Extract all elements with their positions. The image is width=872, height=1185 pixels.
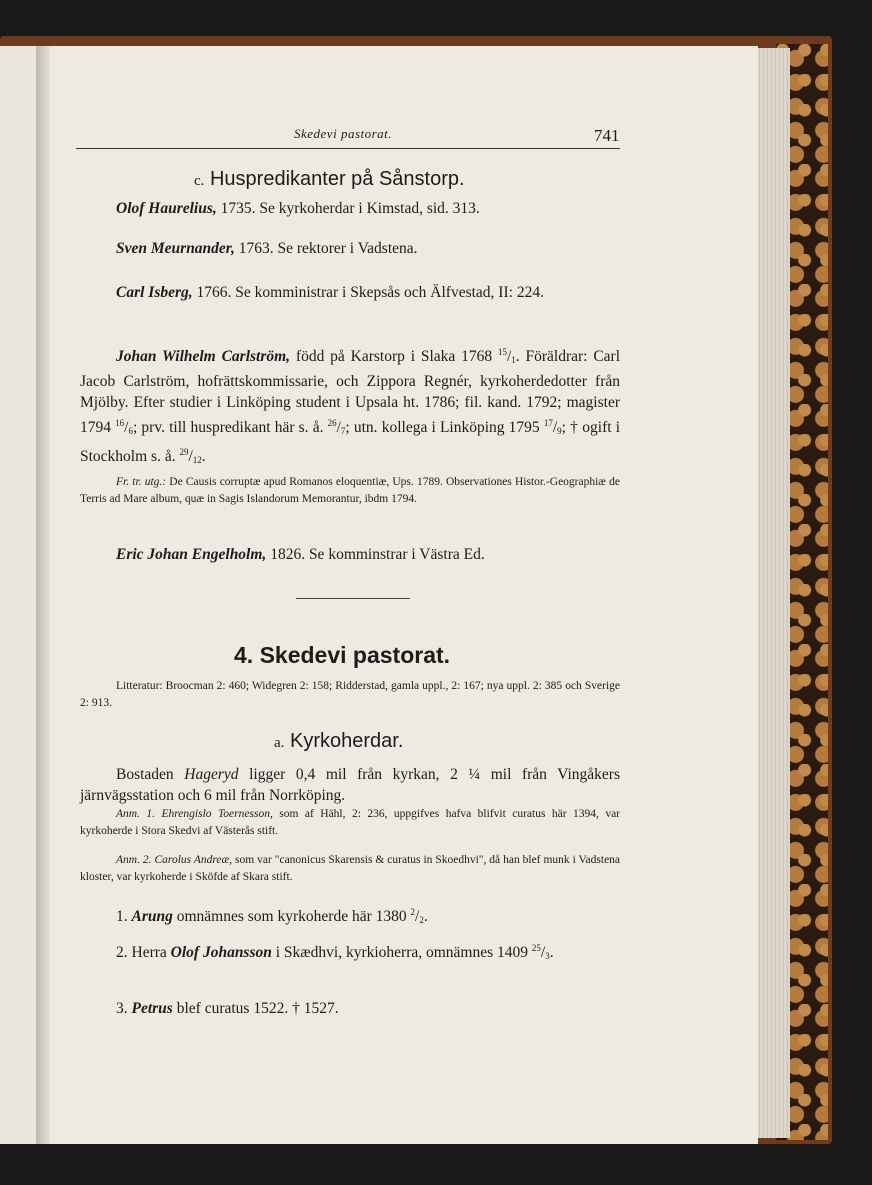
fraction-den: 6 — [128, 426, 133, 436]
carlstrom-text: . Föräldrar: Carl Jacob Carlström, hofrättskommissarie, och Zippora Regnér, kyrkoherdedotter från Mjölby. Efter studier i Linköping student i Upsala ht. 1786; fil. kand. 1792; magister 1794 — [80, 348, 620, 436]
section-c-heading — [194, 168, 465, 191]
entry-text: 1735. Se kyrkoherdar i Kimstad, sid. 313. — [220, 200, 480, 217]
fraction-den: 9 — [557, 426, 562, 436]
list-number: 2. — [116, 944, 128, 961]
carlstrom-text: ; † ogift i Stockholm s. å. — [80, 419, 621, 465]
list-number: 1. — [116, 908, 128, 925]
entry-name: Olof Haurelius, — [116, 200, 217, 217]
fraction-den: 2 — [419, 915, 424, 925]
page-number: 741 — [594, 126, 620, 145]
bostaden-paragraph — [80, 764, 620, 806]
section-4-title: Skedevi pastorat. — [259, 642, 451, 668]
kyrkoherde-1: 1. Arung omnämnes som kyrkoherde här 1380 $^2/_2$. — [116, 907, 428, 925]
book-page — [44, 46, 758, 1144]
carlstrom-text: . — [201, 448, 206, 465]
carlstrom-text: född på Karstorp i Slaka 1768 — [295, 348, 493, 365]
entry-carlstrom: Johan Wilhelm Carlström, född på Karstorp i Slaka 1768 $^{15}/_1$. Föräldrar: Carl Jacob Carlström, hofrättskommissarie, och Zippora Regnér, kyrkoherdedotter från Mjölby. Efter studier i Linköping student i Upsala ht. 1786; fil. kand. 1792; magister 1794 $^{16}/_6$; prv. till huspredikant här s. å. $^{26}/_7$; utn. kollega i Linköping 1795 $^{17}/_9$; † ogift i Stockholm s. å. $^{29}/_{12}$. — [80, 347, 621, 465]
fraction-num: 26 — [327, 418, 337, 428]
fraction-num: 16 — [115, 418, 125, 428]
bostaden-text: Bostaden — [116, 766, 174, 783]
entry-name: Eric Johan Engelholm, — [116, 546, 267, 563]
entry-name: Sven Meurnander, — [116, 240, 235, 257]
anm-text: som af Hähl, 2: 236, uppgifves hafva blifvit curatus här 1394, var kyrkoherde i Stora Skedvi af Västerås stift. — [80, 808, 621, 837]
page-gutter — [36, 46, 50, 1144]
carlstrom-note — [80, 474, 620, 508]
fraction-den: 7 — [340, 426, 346, 436]
header-rule — [76, 148, 620, 149]
entry-engelholm — [80, 544, 620, 565]
carlstrom-text: ; prv. till huspredikant här s. å. — [132, 419, 324, 436]
kyrkoherde-name: Olof Johansson — [170, 944, 272, 961]
fraction-num: 15 — [497, 347, 507, 357]
kyrkoherde-pre: Herra — [131, 944, 167, 961]
anm-label: Anm. 2. — [116, 854, 152, 866]
fraction-num: 2 — [410, 907, 415, 917]
kyrkoherde-name: Arung — [131, 908, 173, 925]
section-c-title: Huspredikanter på Sånstorp. — [209, 168, 465, 190]
fraction-den: 3 — [545, 951, 550, 961]
section-a-heading — [274, 730, 403, 753]
entry-meurnander — [80, 238, 620, 259]
entry-name: Carl Isberg, — [116, 284, 193, 301]
literature-note: Litteratur: Broocman 2: 460; Widegren 2: 158; Ridderstad, gamla uppl., 2: 167; nya uppl. 2: 385 och Sverige 2: 913. — [80, 680, 620, 709]
fraction-den: 1 — [511, 355, 516, 365]
anm-text: som var "canonicus Skarensis & curatus in Skoedhvi", då han blef munk i Vadstena kloster, var kyrkoherde i Sköfde af Skara stift. — [80, 854, 621, 883]
anm-2 — [80, 852, 620, 886]
fraction-num: 25 — [531, 943, 541, 953]
kyrkoherde-2: 2. Herra Olof Johansson i Skædhvi, kyrkioherra, omnämnes 1409 $^{25}/_3$. — [116, 943, 554, 961]
section-4-number: 4. — [234, 642, 254, 668]
kyrkoherde-post: . — [423, 908, 428, 925]
entry-isberg — [80, 282, 620, 303]
anm-name: Carolus Andreæ, — [154, 854, 233, 866]
kyrkoherde-text: omnämnes som kyrkoherde här 1380 — [176, 908, 407, 925]
fraction-num: 17 — [543, 418, 553, 428]
anm-1 — [80, 806, 620, 840]
entry-text: 1766. Se komministrar i Skepsås och Älfvestad, II: 224. — [196, 284, 544, 301]
section-a-title: Kyrkoherdar. — [289, 730, 404, 752]
section-a-letter: a. — [274, 735, 285, 751]
bostaden-text: ligger 0,4 mil från kyrkan, 2 ¼ mil från Vingåkers järnvägsstation och 6 mil från Norrköping. — [80, 766, 620, 804]
bostaden-place: Hageryd — [184, 766, 239, 783]
section-divider — [296, 598, 410, 599]
fraction-num: 29 — [179, 447, 189, 457]
carlstrom-text: ; utn. kollega i Linköping 1795 — [345, 419, 540, 436]
kyrkoherde-post: . — [549, 944, 554, 961]
fraction-den: 12 — [192, 455, 202, 465]
anm-name: Ehrengislo Toernesson, — [161, 808, 273, 820]
running-title: Skedevi pastorat. — [294, 126, 393, 141]
kyrkoherde-name: Petrus — [131, 1000, 173, 1017]
kyrkoherde-text: i Skædhvi, kyrkioherra, omnämnes 1409 — [275, 944, 529, 961]
entry-haurelius — [80, 198, 620, 219]
kyrkoherde-3 — [80, 998, 620, 1019]
list-number: 3. — [116, 1000, 128, 1017]
entry-text: 1763. Se rektorer i Vadstena. — [238, 240, 418, 257]
section-4-heading — [234, 642, 450, 669]
entry-text: 1826. Se komminstrar i Västra Ed. — [270, 546, 485, 563]
anm-label: Anm. 1. — [116, 808, 156, 820]
entry-name: Johan Wilhelm Carlström, — [116, 348, 291, 365]
kyrkoherde-text: blef curatus 1522. † 1527. — [176, 1000, 339, 1017]
note-label: Fr. tr. utg.: — [116, 476, 167, 488]
note-text: De Causis corruptæ apud Romanos eloquentiæ, Ups. 1789. Observationes Histor.-Geographiæ de Terris ad Mare album, quæ in Sagis Islandorum Memorantur, ibdm 1794. — [80, 476, 620, 505]
section-c-letter: c. — [194, 173, 205, 189]
